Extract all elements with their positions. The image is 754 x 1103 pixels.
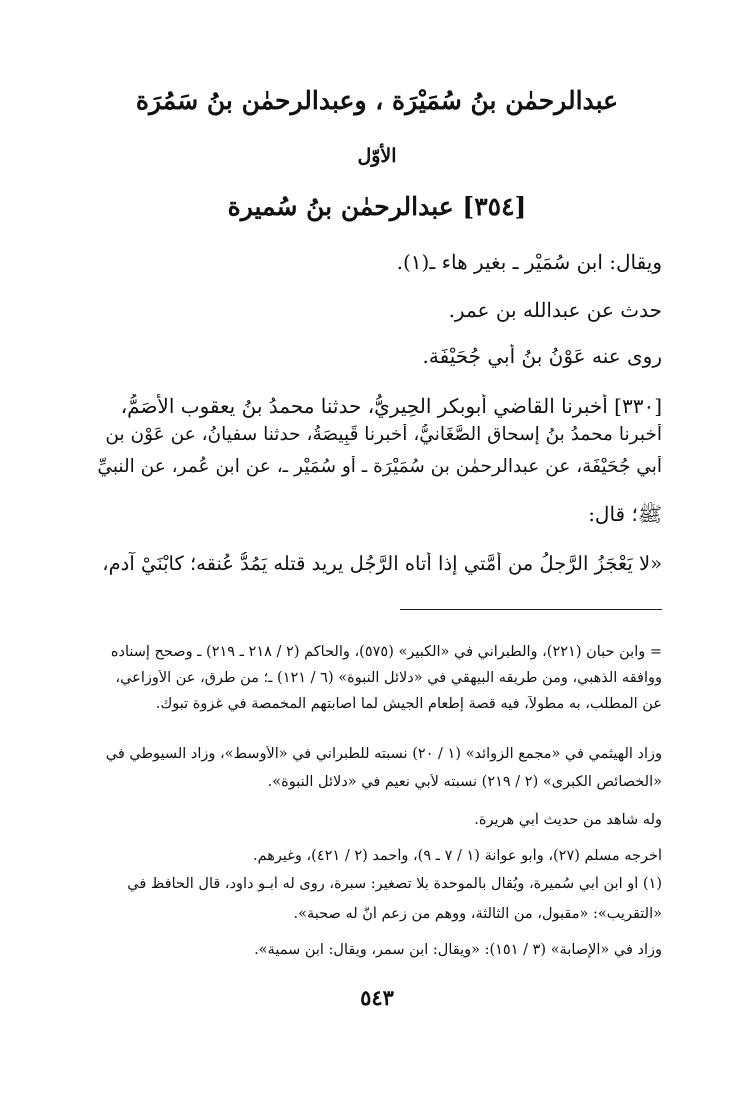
section-subtitle: الأوّل (357, 145, 397, 167)
footnote-line: وزاد في «الإصابة» (٣ / ١٥١): «ويقال: ابن سمر، ويقال: ابن سمية». (254, 942, 662, 958)
footnote-line: «الخصائص الكبرى» (٢ / ٢١٩) نسبته لأبي نعيم في «دلائل النبوة». (267, 774, 662, 790)
footnote-line: = وابن حبان (٢٢١)، والطبراني في «الكبير» (٥٧٥)، والحاكم (٢ / ٢١٨ ـ ٢١٩) ـ وصحح إسناده (110, 644, 662, 660)
footnote-line: «التقريب»: «مقبول، من الثالثة، ووهم من زعم أنَّ له صحبة». (293, 906, 662, 922)
footnote-line: ووافقه الذهبي، ومن طريقه البيهقي في «دلائل النبوة» (٦ / ١٢١) ـ؛ من طرق، عن الأوزاعي، (115, 670, 662, 686)
hadith-matn-line: «لا يَعْجَزُ الرَّجلُ من أُمَّتي إذا أتاه الرَّجُل يريد قتله يَمُدُّ عُنقه؛ كابْنَيْ آدم، (102, 552, 662, 575)
hadith-isnad-line: أخبرنا محمدُ بنُ إسحاق الصَّغَانيُّ، أخبرنا قَبِيصَةُ، حدثنا سفيانُ، عن عَوْن بن (105, 424, 662, 445)
page-number: ٥٤٣ (360, 985, 394, 1010)
footnote-separator (400, 609, 662, 610)
hadith-isnad-line: ﷺ؛ قال: (588, 502, 662, 526)
footnote-line: أخرجه مسلم (٢٧)، وأبو عوانة (١ / ٧ ـ ٩)، وأحمد (٢ / ٤٢١)، وغيرهم. (253, 848, 662, 864)
body-line: حدث عن عبدالله بن عمر. (448, 298, 662, 322)
hadith-isnad-line: أبي جُحَيْفَة، عن عبدالرحمٰن بن سُمَيْرَة ـ أو سُمَيْر ـ، عن ابن عُمر، عن النبيِّ (97, 456, 662, 477)
hadith-isnad-line: [٣٣٠] أخبرنا القاضي أبوبكر الحِيريُّ، حدثنا محمدُ بنُ يعقوب الأصَمُّ، (120, 394, 662, 418)
body-line: روى عنه عَوْنُ بنُ أبي جُحَيْفَة. (422, 344, 662, 368)
footnote-line: وله شاهد من حديث أبي هريرة. (474, 812, 662, 828)
body-line: ويقال: ابن سُمَيْر ـ بغير هاء ـ(١). (396, 250, 662, 274)
page-title: عبدالرحمٰن بنُ سُمَيْرَة ، وعبدالرحمٰن بنُ سَمُرَة (135, 86, 619, 115)
footnote-line: (١) أو ابن أبي سُميرة، ويُقال بالموحدة بلا تصغير: سبرة، روى له أبـو داود، قال الحافظ في (127, 876, 662, 892)
entry-heading: [٣٥٤] عبدالرحمٰن بنُ سُميرة (227, 192, 527, 221)
footnote-line: عن المطلب، به مطولاً، فيه قصة إطعام الجيش لما أصابتهم المخمصة في غزوة تبوك. (155, 696, 662, 712)
footnote-line: وزاد الهيثمي في «مجمع الزوائد» (١ / ٢٠) نسبته للطبراني في «الأوسط»، وزاد السيوطي في (105, 746, 662, 762)
